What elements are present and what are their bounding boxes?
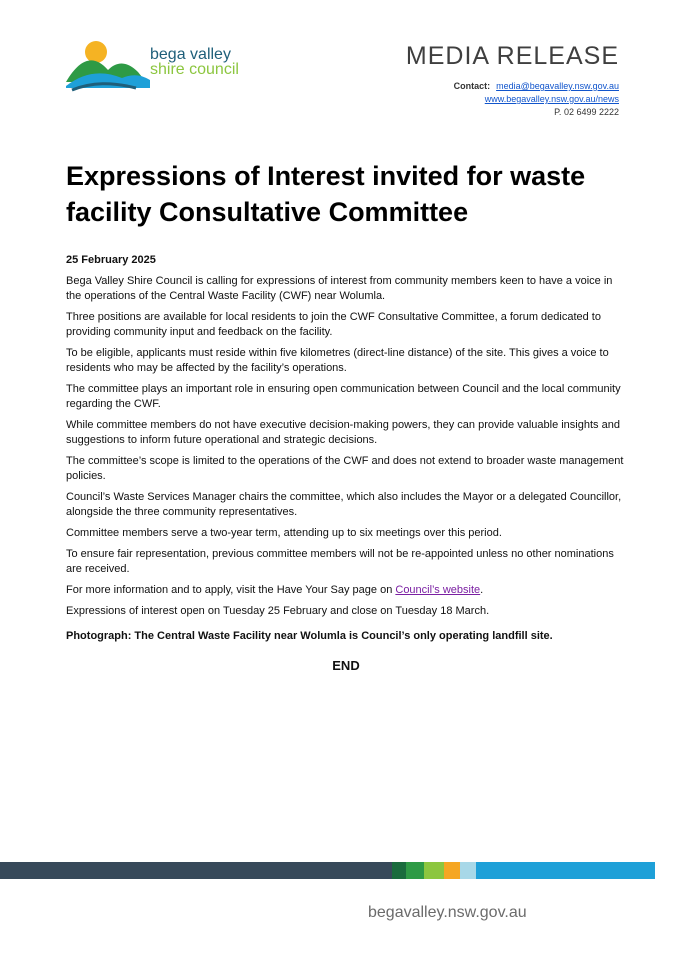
end-marker: END [332, 658, 360, 673]
paragraph: Three positions are available for local residents to join the CWF Consultative Committee, a forum dedicated to providing community input and feedback on the facility. [66, 311, 601, 338]
paragraph: The committee plays an important role in ensuring open communication between Council and the local community regarding the CWF. [66, 383, 621, 410]
footer-segment [460, 862, 476, 879]
logo-line-1: bega valley [150, 46, 231, 63]
photo-caption: Photograph: The Central Waste Facility near Wolumla is Council’s only operating landfill site. [66, 630, 553, 642]
footer-segment [0, 862, 392, 879]
paragraph: Bega Valley Shire Council is calling for expressions of interest from community members keen to have a voice in the operations of the Central Waste Facility (CWF) near Wolumla. [66, 275, 613, 302]
article-body [66, 253, 626, 679]
paragraph: Council’s Waste Services Manager chairs the committee, which also includes the Mayor or a delegated Councillor, alongside the three community representatives. [66, 491, 622, 518]
paragraph: While committee members do not have executive decision-making powers, they can provide valuable insights and suggestions to inform future operational and strategic decisions. [66, 419, 620, 446]
paragraph: Committee members serve a two-year term, attending up to six meetings over this period. [66, 527, 502, 539]
council-website-link[interactable]: Council’s website [395, 584, 481, 596]
more-info-paragraph [66, 583, 626, 598]
paragraph: To be eligible, applicants must reside within five kilometres (direct-line distance) of the site. This gives a voice to residents who may be affected by the facility’s operations. [66, 347, 609, 374]
paragraph: To ensure fair representation, previous committee members will not be re-appointed unless no other nominations are received. [66, 548, 614, 575]
footer-segment [476, 862, 655, 879]
contact-label: Contact: [453, 81, 491, 91]
website-link[interactable]: www.begavalley.nsw.gov.au/news [484, 94, 619, 104]
footer-url: begavalley.nsw.gov.au [368, 904, 527, 921]
media-release-title: MEDIA RELEASE [405, 42, 619, 70]
footer-segment [444, 862, 460, 879]
logo-line-2: shire council [150, 61, 239, 78]
more-info-text: For more information and to apply, visit the Have Your Say page on [66, 584, 396, 596]
contact-block [454, 80, 619, 119]
footer-segment [392, 862, 406, 879]
headline: Expressions of Interest invited for waste facility Consultative Committee [66, 161, 586, 227]
footer-color-bar [0, 862, 655, 879]
email-link[interactable]: media@begavalley.nsw.gov.au [496, 81, 619, 91]
footer-segment [406, 862, 424, 879]
release-date: 25 February 2025 [66, 254, 156, 266]
logo-text [150, 47, 239, 77]
footer-segment [424, 862, 444, 879]
phone-number: P. 02 6499 2222 [554, 107, 619, 117]
closing-paragraph: Expressions of interest open on Tuesday 25 February and close on Tuesday 18 March. [66, 605, 490, 617]
paragraph: The committee’s scope is limited to the operations of the CWF and does not extend to broader waste management policies. [66, 455, 624, 482]
more-info-suffix: . [480, 584, 484, 596]
